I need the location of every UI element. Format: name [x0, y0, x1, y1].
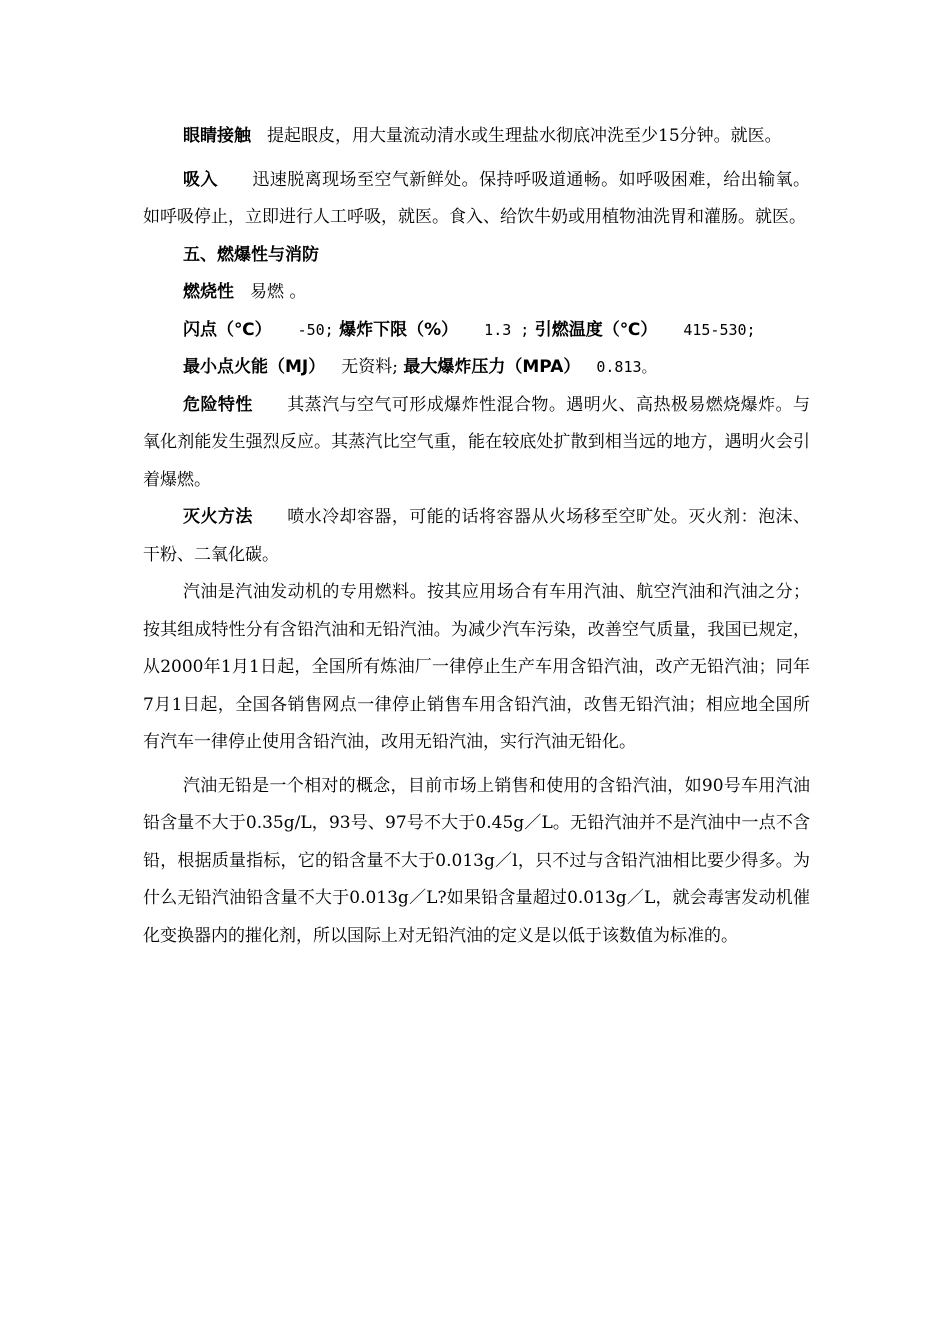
fire-fighting-text: 喷水冷却容器，可能的话将容器从火场移至空旷处。灭火剂：泡沫、干粉、二氧化碳。: [143, 507, 810, 565]
min-ignition-energy-label: 最小点火能（MJ）: [183, 357, 326, 377]
max-explosion-pressure-value: 0.813。: [596, 358, 657, 376]
fire-fighting-label: 灭火方法: [183, 507, 253, 527]
hazard-paragraph: [143, 387, 810, 500]
lower-explosion-limit-value: 1.3 ;: [484, 320, 530, 339]
flash-point-line: [143, 312, 810, 350]
max-explosion-pressure-label: 最大爆炸压力（MPA）: [403, 357, 581, 377]
document-page: [143, 118, 810, 955]
flash-point-value: -50;: [297, 320, 334, 339]
section-heading: [143, 237, 810, 275]
gasoline-paragraph: 汽油是汽油发动机的专用燃料。按其应用场合有车用汽油、航空汽油和汽油之分；按其组成特性分有含铅汽油和无铅汽油。为减少汽车污染，改善空气质量，我国已规定，从2000年1月1日起，全国所有炼油厂一律停止生产车用含铅汽油，改产无铅汽油；同年7月1日起，全国各销售网点一律停止销售车用含铅汽油，改售无铅汽油；相应地全国所有汽车一律停止使用含铅汽油，改用无铅汽油，实行汽油无铅化。: [143, 582, 810, 752]
inhalation-label: 吸入: [183, 169, 218, 190]
hazard-label: 危险特性: [183, 394, 253, 415]
eye-contact-paragraph: [143, 118, 810, 156]
eye-contact-text: 提起眼皮，用大量流动清水或生理盐水彻底冲洗至少15分钟。就医。: [267, 126, 782, 146]
eye-contact-label: 眼睛接触: [183, 126, 251, 146]
flammability-value: 易燃 。: [250, 282, 307, 302]
ignition-energy-line: [143, 349, 810, 387]
hazard-text: 其蒸汽与空气可形成爆炸性混合物。遇明火、高热极易燃烧爆炸。与氧化剂能发生强烈反应。其蒸汽比空气重，能在较底处扩散到相当远的地方，遇明火会引着爆燃。: [143, 394, 810, 490]
section-title: 五、燃爆性与消防: [183, 244, 319, 265]
flash-point-label: 闪点（℃）: [183, 319, 272, 340]
inhalation-paragraph: [143, 162, 810, 237]
fire-fighting-paragraph: [143, 499, 810, 574]
flammability-label: 燃烧性: [183, 282, 234, 302]
inhalation-text: 迅速脱离现场至空气新鲜处。保持呼吸道通畅。如呼吸困难，给出输氧。如呼吸停止，立即进行人工呼吸，就医。食入、给饮牛奶或用植物油洗胃和灌肠。就医。: [143, 169, 811, 227]
ignition-temperature-value: 415-530;: [683, 320, 756, 339]
flammability-line: [143, 274, 810, 312]
min-ignition-energy-value: 无资料;: [341, 357, 398, 377]
lower-explosion-limit-label: 爆炸下限（%）: [339, 319, 459, 340]
unleaded-paragraph: 汽油无铅是一个相对的概念，目前市场上销售和使用的含铅汽油，如90号车用汽油铅含量不大于0.35g/L，93号、97号不大于0.45g／L。无铅汽油并不是汽油中一点不含铅，根据质量指标，它的铅含量不大于0.013g／l，只不过与含铅汽油相比要少得多。为什么无铅汽油铅含量不大于0.013g／L?如果铅含量超过0.013g／L，就会毒害发动机催化变换器内的摧化剂，所以国际上对无铅汽油的定义是以低于该数值为标准的。: [143, 775, 810, 946]
ignition-temperature-label: 引燃温度（℃）: [534, 319, 658, 340]
